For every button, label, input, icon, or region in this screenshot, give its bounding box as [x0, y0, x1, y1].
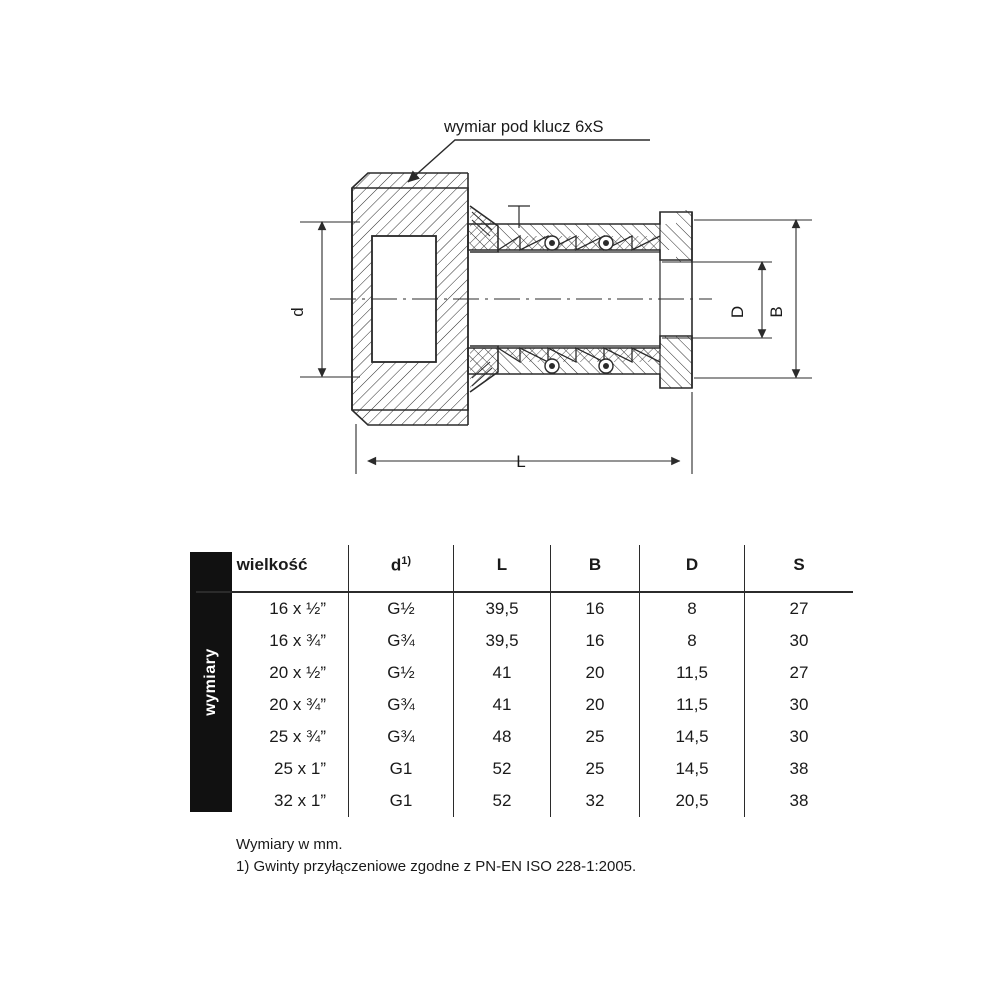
cell-B: 20 [551, 657, 640, 689]
table-header-row [196, 545, 853, 592]
col-header-B: B [551, 545, 640, 592]
dimension-D [662, 262, 772, 338]
dimension-label-d: d [288, 307, 307, 317]
col-header-d-text: d [390, 555, 402, 575]
col-header-D: D [640, 545, 745, 592]
cell-size: 25 x 1” [196, 753, 349, 785]
table-row [196, 592, 853, 625]
table-row [196, 625, 853, 657]
cell-B: 16 [551, 625, 640, 657]
cell-d: G¾ [349, 625, 454, 657]
cell-size: 20 x ½” [196, 657, 349, 689]
col-header-d-footnote-marker: 1) [401, 554, 412, 567]
cell-D: 8 [640, 625, 745, 657]
cell-B: 20 [551, 689, 640, 721]
dimensions-table-wrapper [196, 545, 809, 817]
side-tab-label: wymiary [202, 648, 219, 716]
cell-D: 11,5 [640, 689, 745, 721]
cell-L: 39,5 [454, 625, 551, 657]
callout-label: wymiar pod klucz 6xS [444, 118, 604, 136]
cell-d: G1 [349, 753, 454, 785]
cell-S: 27 [789, 663, 809, 682]
cell-B: 16 [551, 592, 640, 625]
dimensions-table [196, 545, 853, 817]
dimension-label-D: D [728, 305, 747, 319]
cell-D: 14,5 [640, 721, 745, 753]
cell-L: 52 [454, 785, 551, 817]
cell-S: 30 [789, 727, 809, 746]
cell-d: G1 [349, 785, 454, 817]
cell-S: 38 [789, 791, 809, 810]
cell-D: 20,5 [640, 785, 745, 817]
table-row [196, 785, 853, 817]
table-body [196, 592, 853, 817]
cell-d: G½ [349, 657, 454, 689]
footnote-thread-standard: 1) Gwinty przyłączeniowe zgodne z PN-EN ISO 228-1:2005. [236, 857, 637, 875]
col-header-size: wielkość [196, 545, 349, 592]
table-row [196, 721, 853, 753]
cell-size: 16 x ¾” [196, 625, 349, 657]
cell-S: 30 [789, 631, 809, 650]
cell-d: G½ [349, 592, 454, 625]
cell-L: 39,5 [454, 592, 551, 625]
cell-S: 30 [789, 695, 809, 714]
cell-L: 52 [454, 753, 551, 785]
cell-D: 14,5 [640, 753, 745, 785]
cell-S: 27 [789, 599, 809, 618]
cell-size: 32 x 1” [196, 785, 349, 817]
table-row [196, 753, 853, 785]
col-header-S: S [745, 545, 854, 592]
cell-L: 41 [454, 657, 551, 689]
table-row [196, 689, 853, 721]
cell-B: 32 [551, 785, 640, 817]
cell-size: 25 x ¾” [196, 721, 349, 753]
col-header-d [349, 545, 454, 592]
dimension-label-B: B [767, 306, 786, 318]
cell-D: 11,5 [640, 657, 745, 689]
cell-d: G¾ [349, 721, 454, 753]
table-row [196, 657, 853, 689]
cell-size: 16 x ½” [196, 592, 349, 625]
cell-D: 8 [640, 592, 745, 625]
cell-L: 41 [454, 689, 551, 721]
col-header-L: L [454, 545, 551, 592]
footnote-units: Wymiary w mm. [236, 836, 343, 853]
dimension-label-L: L [516, 452, 526, 471]
cell-S: 38 [789, 759, 809, 778]
cell-d: G¾ [349, 689, 454, 721]
cell-size: 20 x ¾” [196, 689, 349, 721]
cell-L: 48 [454, 721, 551, 753]
cell-B: 25 [551, 721, 640, 753]
cell-B: 25 [551, 753, 640, 785]
footnotes [236, 834, 636, 878]
